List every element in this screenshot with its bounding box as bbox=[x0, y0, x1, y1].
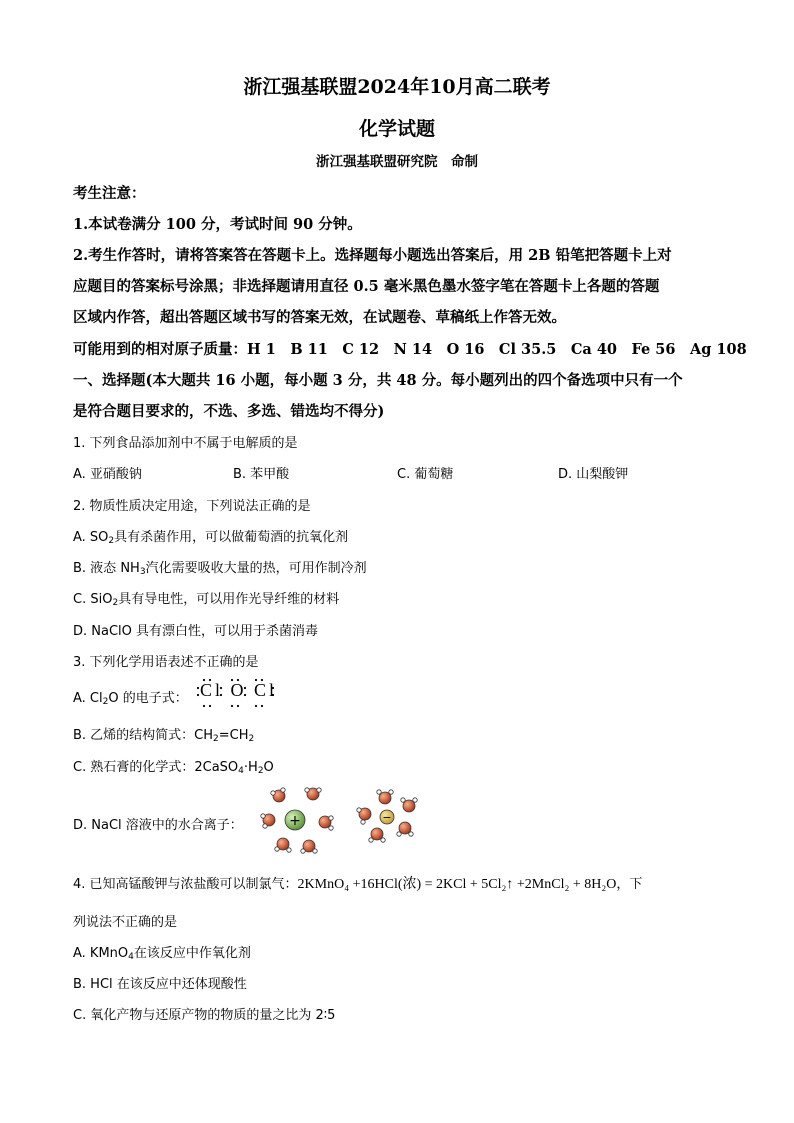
author-line: 浙江强基联盟研究院 命制 bbox=[316, 154, 478, 170]
electron-dot-formula bbox=[194, 676, 284, 710]
notice-item-2-line-1: 2.考生作答时，请将答案答在答题卡上。选择题每小题选出答案后，用 2B 铅笔把答题卡上对 bbox=[73, 247, 672, 264]
minus-sign: − bbox=[382, 811, 392, 824]
question-1-option-a: A. 亚硝酸钠 bbox=[73, 467, 142, 482]
question-3-option-c: C. 熟石膏的化学式：$2CaSO_4\cdot H_2O$ bbox=[73, 760, 274, 776]
question-3-option-a: A. $Cl_2O$ 的电子式： bbox=[73, 691, 188, 707]
subject-title: 化学试题 bbox=[358, 118, 435, 140]
question-2-option-a: A. $SO_2$具有杀菌作用，可以做葡萄酒的抗氧化剂 bbox=[73, 530, 349, 546]
question-1-stem: 1. 下列食品添加剂中不属于电解质的是 bbox=[73, 436, 298, 451]
question-3-option-d: D. NaCl 溶液中的水合离子： bbox=[73, 818, 243, 833]
question-4-option-b: B. HCl 在该反应中还体现酸性 bbox=[73, 977, 247, 992]
hydrated-ions-figure bbox=[257, 782, 427, 854]
question-1-option-d: D. 山梨酸钾 bbox=[558, 467, 629, 482]
electron-dot-symbols: Cl O Cl bbox=[200, 680, 278, 700]
plus-sign: + bbox=[289, 813, 301, 829]
notice-item-1: 1.本试卷满分 100 分，考试时间 90 分钟。 bbox=[73, 216, 362, 233]
notice-heading: 考生注意： bbox=[73, 185, 146, 202]
reaction-equation: 2KMnO₄ +16HCl(浓) = 2KCl + 5Cl₂↑ +2MnCl₂ + 8H₂O bbox=[297, 877, 617, 892]
sodium-hydrated-ion bbox=[261, 788, 333, 853]
section-1-heading-line-1: 一、选择题(本大题共 16 小题，每小题 3 分，共 48 分。每小题列出的四个备选项中只有一个 bbox=[73, 372, 683, 389]
question-1-option-b: B. 苯甲酸 bbox=[233, 467, 290, 482]
chloride-hydrated-ion bbox=[357, 790, 417, 842]
question-1-option-c: C. 葡萄糖 bbox=[397, 467, 454, 482]
section-1-heading-line-2: 是符合题目要求的，不选、多选、错选均不得分) bbox=[73, 403, 385, 420]
question-4-option-a: A. KMnO$_4$在该反应中作氧化剂 bbox=[73, 946, 251, 962]
question-3-stem: 3. 下列化学用语表述不正确的是 bbox=[73, 655, 259, 670]
question-2-stem: 2. 物质性质决定用途，下列说法正确的是 bbox=[73, 499, 311, 514]
notice-item-2-line-3: 区域内作答，超出答题区域书写的答案无效，在试题卷、草稿纸上作答无效。 bbox=[73, 309, 566, 326]
notice-item-2-line-2: 应题目的答案标号涂黑；非选择题请用直径 0.5 毫米黑色墨水签字笔在答题卡上各题的答题 bbox=[73, 278, 660, 295]
question-2-option-d: D. NaClO 具有漂白性，可以用于杀菌消毒 bbox=[73, 624, 319, 639]
question-2-option-c: C. SiO$_2$具有导电性，可以用作光导纤维的材料 bbox=[73, 592, 340, 608]
exam-title: 浙江强基联盟2024年10月高二联考 bbox=[243, 76, 551, 98]
question-2-option-b: B. 液态 $NH_3$汽化需要吸收大量的热，可用作制冷剂 bbox=[73, 561, 367, 577]
question-3-option-b: B. 乙烯的结构简式：$CH_2=CH_2$ bbox=[73, 728, 255, 744]
hydrated-ions-diagram bbox=[257, 782, 427, 854]
question-4-stem-line-1: 4. 已知高锰酸钾与浓盐酸可以制氯气：2KMnO₄ +16HCl(浓) = 2KCl + 5Cl₂↑ +2MnCl₂ + 8H₂O，下 bbox=[73, 877, 643, 892]
atomic-masses: 可能用到的相对原子质量：H 1 B 11 C 12 N 14 O 16 Cl 35.5 Ca 40 Fe 56 Ag 108 bbox=[73, 341, 747, 358]
question-4-stem-line-2: 列说法不正确的是 bbox=[73, 915, 178, 930]
question-4-option-c: C. 氧化产物与还原产物的物质的量之比为 2∶5 bbox=[73, 1008, 336, 1023]
